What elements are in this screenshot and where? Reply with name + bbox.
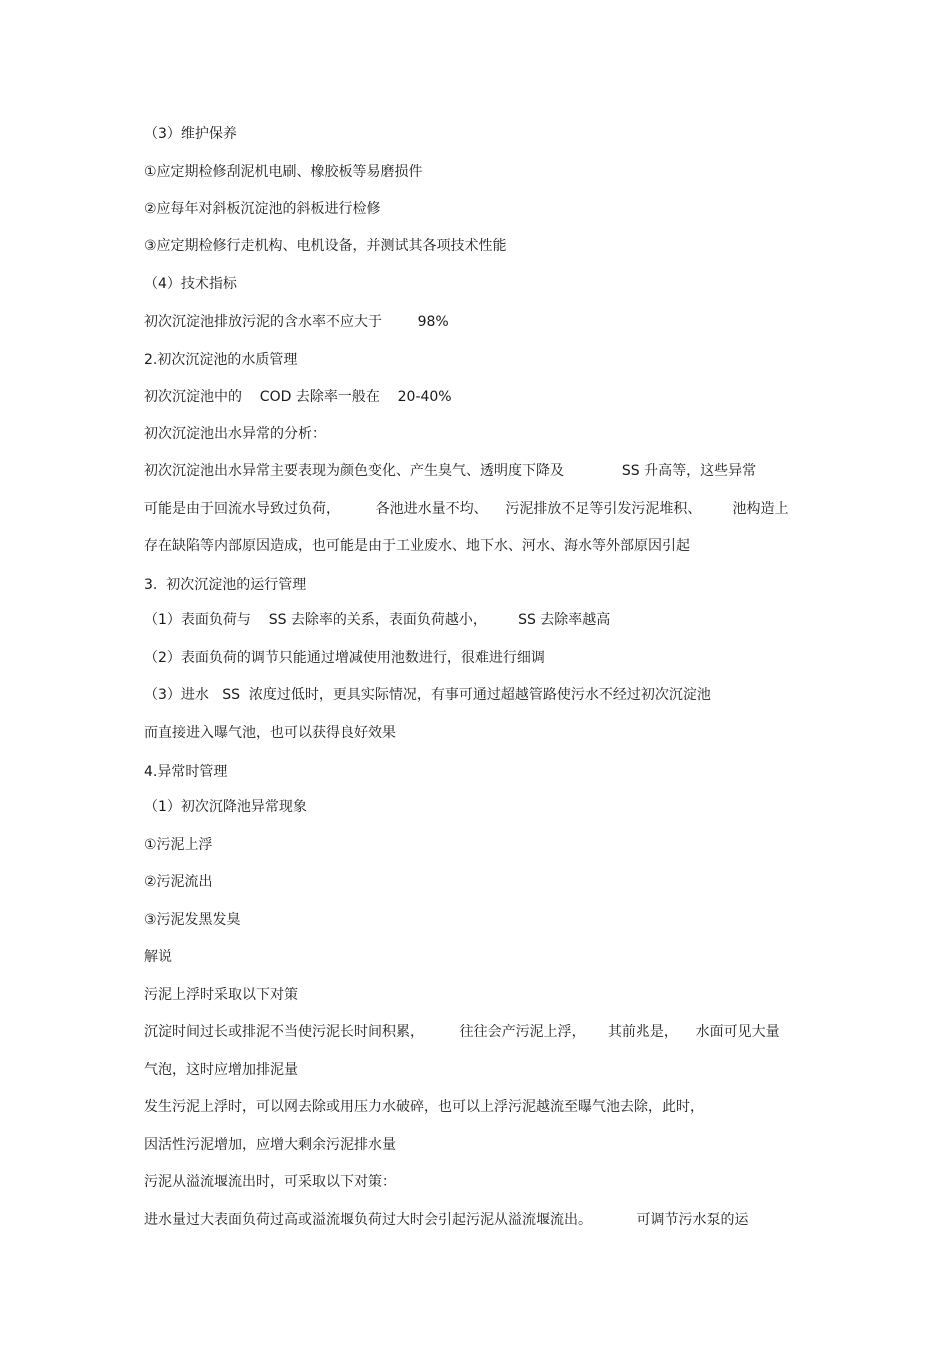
text-line: 因活性污泥增加，应增大剩余污泥排水量 [144, 1137, 396, 1153]
text-line: ②应每年对斜板沉淀池的斜板进行检修 [144, 201, 381, 217]
section-heading-water-quality: 2.初次沉淀池的水质管理 [144, 352, 298, 368]
text-line: ③应定期检修行走机构、电机设备，并测试其各项技术性能 [144, 238, 507, 254]
text-line: 初次沉淀池排放污泥的含水率不应大于 98% [144, 314, 449, 330]
list-item: ①污泥上浮 [144, 837, 213, 853]
text-line: （1）表面负荷与 SS 去除率的关系，表面负荷越小， SS 去除率越高 [144, 612, 611, 628]
text-line: 沉淀时间过长或排泥不当使污泥长时间积累， 往往会产污泥上浮， 其前兆是， 水面可见大量 [144, 1024, 780, 1040]
section-heading-abnormal: 4.异常时管理 [144, 764, 228, 780]
list-item: ③污泥发黑发臭 [144, 912, 241, 928]
text-line: 发生污泥上浮时，可以网去除或用压力水破碎，也可以上浮污泥越流至曝气池去除，此时， [144, 1099, 704, 1115]
text-line: 解说 [144, 949, 172, 965]
text-line: 可能是由于回流水导致过负荷， 各池进水量不均、 污泥排放不足等引发污泥堆积、 池构造上 [144, 501, 789, 517]
text-line: （2）表面负荷的调节只能通过增减使用池数进行，很难进行细调 [144, 650, 545, 666]
section-heading-operation: 3. 初次沉淀池的运行管理 [144, 577, 307, 593]
text-line: 进水量过大表面负荷过高或溢流堰负荷过大时会引起污泥从溢流堰流出。 可调节污水泵的运 [144, 1212, 749, 1228]
text-line: 气泡，这时应增加排泥量 [144, 1062, 298, 1078]
subheading-technical-indicators: （4）技术指标 [144, 276, 237, 292]
text-line: 污泥从溢流堰流出时，可采取以下对策： [144, 1174, 396, 1190]
text-line: 存在缺陷等内部原因造成，也可能是由于工业废水、地下水、河水、海水等外部原因引起 [144, 538, 690, 554]
text-line: （1）初次沉降池异常现象 [144, 799, 307, 815]
text-line: 污泥上浮时采取以下对策 [144, 987, 298, 1003]
text-line: ①应定期检修刮泥机电刷、橡胶板等易磨损件 [144, 164, 423, 180]
text-line: 初次沉淀池出水异常的分析： [144, 426, 326, 442]
subheading-maintenance: （3）维护保养 [144, 126, 237, 142]
text-line: 初次沉淀池中的 COD 去除率一般在 20-40% [144, 389, 452, 405]
text-line: 而直接进入曝气池，也可以获得良好效果 [144, 725, 396, 741]
text-line: 初次沉淀池出水异常主要表现为颜色变化、产生臭气、透明度下降及 SS 升高等，这些异常 [144, 463, 757, 479]
text-line: （3）进水 SS 浓度过低时，更具实际情况，有事可通过超越管路使污水不经过初次沉淀池 [144, 687, 711, 703]
list-item: ②污泥流出 [144, 874, 213, 890]
